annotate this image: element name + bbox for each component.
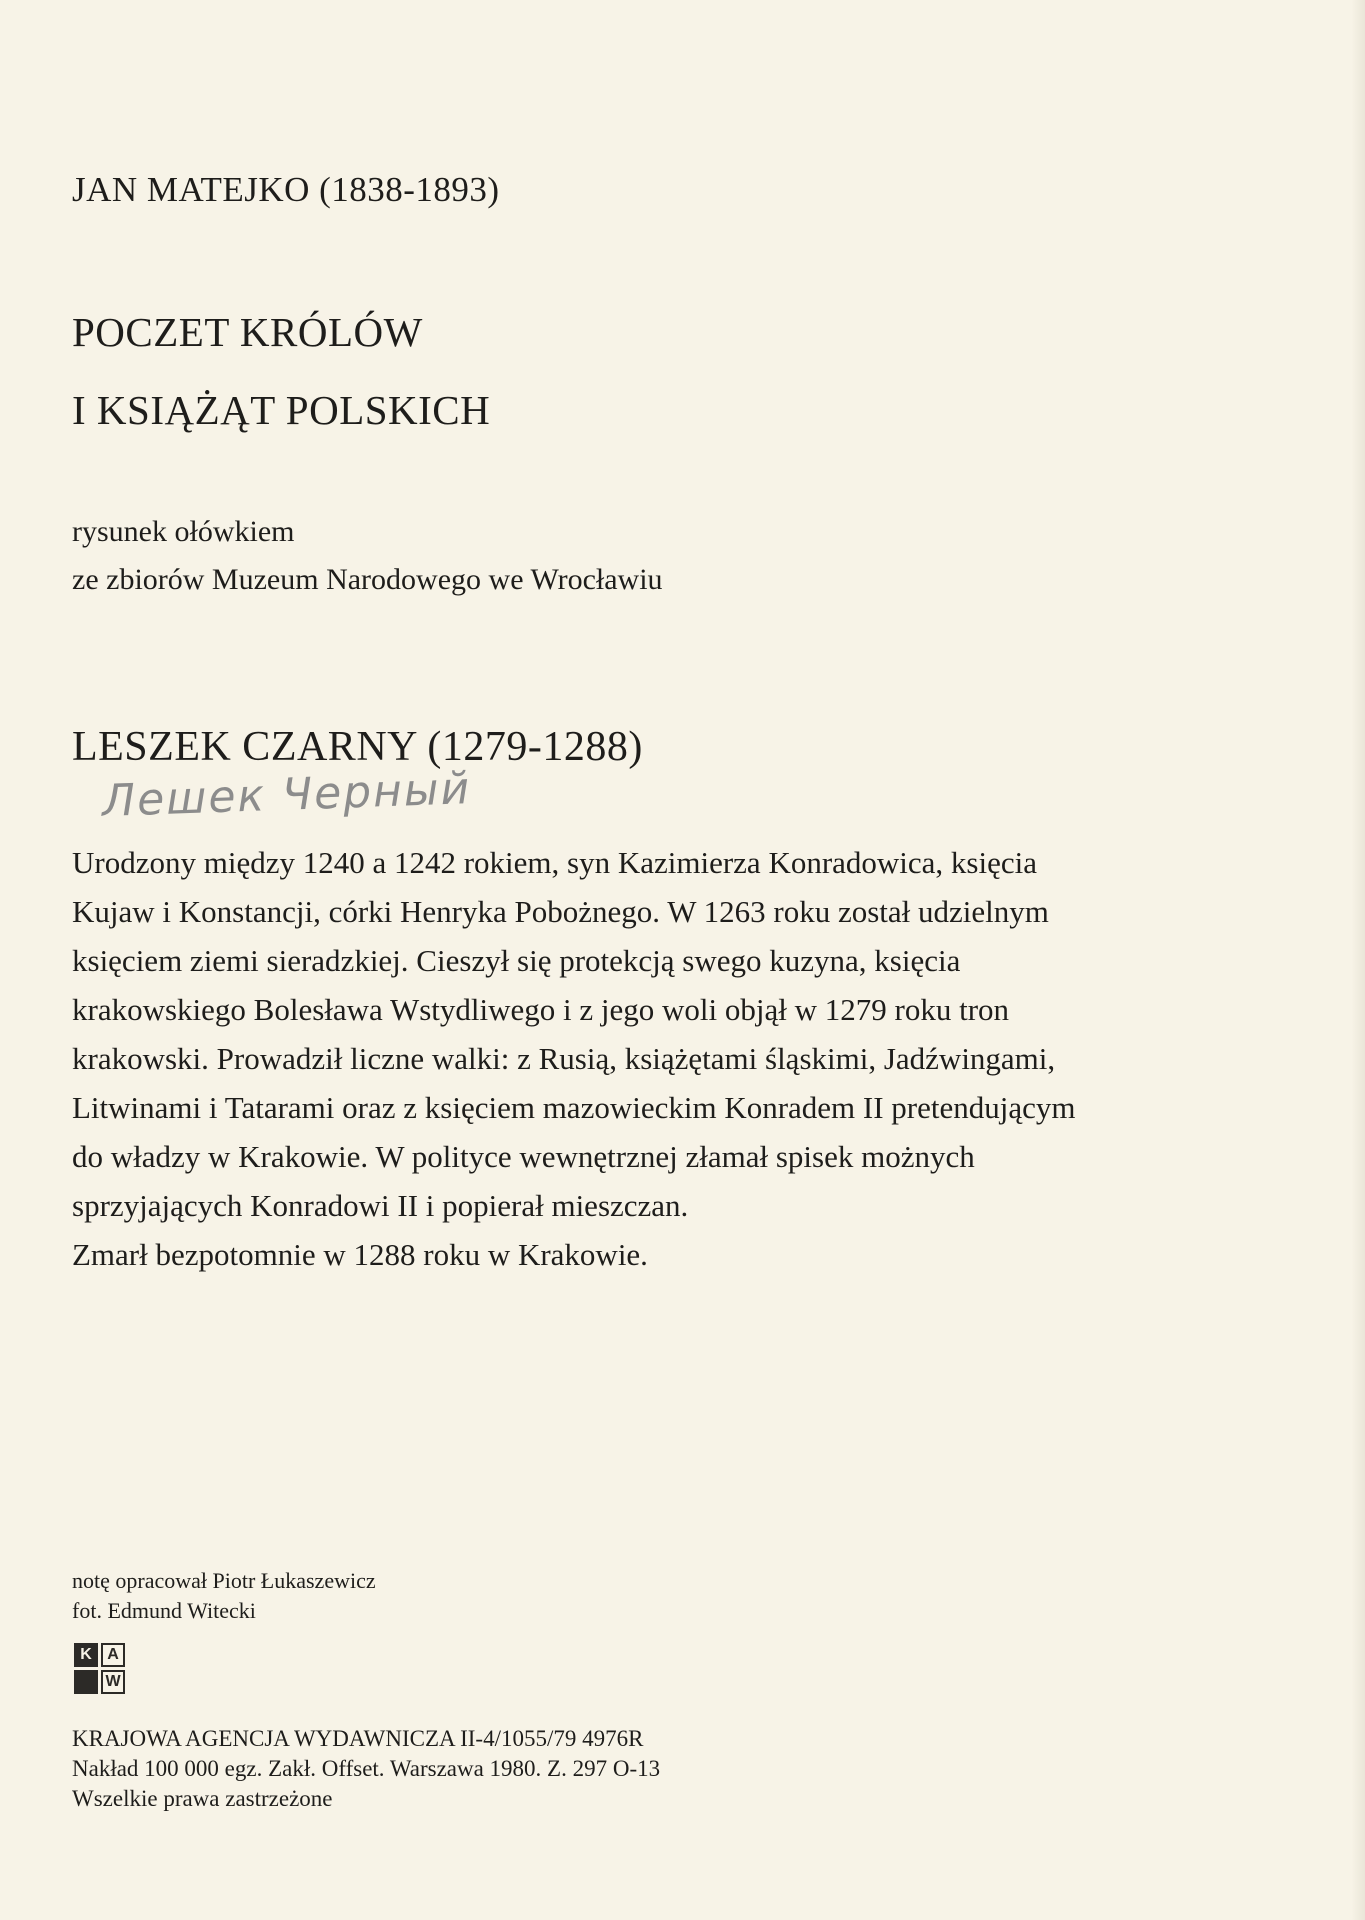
photo-credit: fot. Edmund Witecki	[72, 1598, 256, 1623]
biography-line: sprzyjających Konradowi II i popierał mieszczan.	[72, 1188, 689, 1223]
logo-cell-symbol	[74, 1670, 98, 1694]
kaw-publisher-logo	[74, 1643, 126, 1695]
logo-cell-w: W	[101, 1670, 125, 1694]
biography-line: Urodzony między 1240 a 1242 rokiem, syn Kazimierza Konradowica, księcia	[72, 845, 1037, 880]
biography-line: do władzy w Krakowie. W polityce wewnętrznej złamał spisek możnych	[72, 1139, 975, 1174]
series-title-line-1: POCZET KRÓLÓW	[72, 309, 423, 355]
handwritten-annotation: Лешек Черный	[101, 763, 472, 827]
technique-line-1: rysunek ołówkiem	[72, 515, 295, 548]
biography-paragraph	[72, 838, 1232, 1279]
biography-line: krakowskiego Bolesława Wstydliwego i z jego woli objął w 1279 roku tron	[72, 992, 1010, 1027]
biography-line: Zmarł bezpotomnie w 1288 roku w Krakowie.	[72, 1237, 648, 1272]
note-author-credit: notę opracował Piotr Łukaszewicz	[72, 1568, 376, 1593]
publisher-line-3: Wszelkie prawa zastrzeżone	[72, 1786, 333, 1811]
publisher-line-2: Nakład 100 000 egz. Zakł. Offset. Warszawa 1980. Z. 297 O-13	[72, 1756, 661, 1781]
author-line: JAN MATEJKO (1838-1893)	[72, 170, 500, 209]
logo-cell-k: K	[74, 1643, 98, 1667]
paper-edge-shadow	[1351, 0, 1365, 1920]
series-title-line-2: I KSIĄŻĄT POLSKICH	[72, 387, 491, 433]
publisher-imprint	[72, 1724, 660, 1814]
series-title	[72, 293, 490, 449]
credits	[72, 1566, 376, 1626]
publisher-line-1: KRAJOWA AGENCJA WYDAWNICZA II-4/1055/79 4976R	[72, 1726, 644, 1751]
biography-line: krakowski. Prowadził liczne walki: z Rusią, książętami śląskimi, Jadźwingami,	[72, 1041, 1056, 1076]
technique-note	[72, 508, 663, 604]
biography-line: Litwinami i Tatarami oraz z księciem mazowieckim Konradem II pretendującym	[72, 1090, 1076, 1125]
biography-line: Kujaw i Konstancji, córki Henryka Pobożnego. W 1263 roku został udzielnym	[72, 894, 1049, 929]
technique-line-2: ze zbiorów Muzeum Narodowego we Wrocławiu	[72, 563, 663, 596]
biography-line: księciem ziemi sieradzkiej. Cieszył się protekcją swego kuzyna, księcia	[72, 943, 961, 978]
ruler-heading: LESZEK CZARNY (1279-1288)	[72, 724, 643, 770]
logo-cell-a: A	[101, 1643, 125, 1667]
